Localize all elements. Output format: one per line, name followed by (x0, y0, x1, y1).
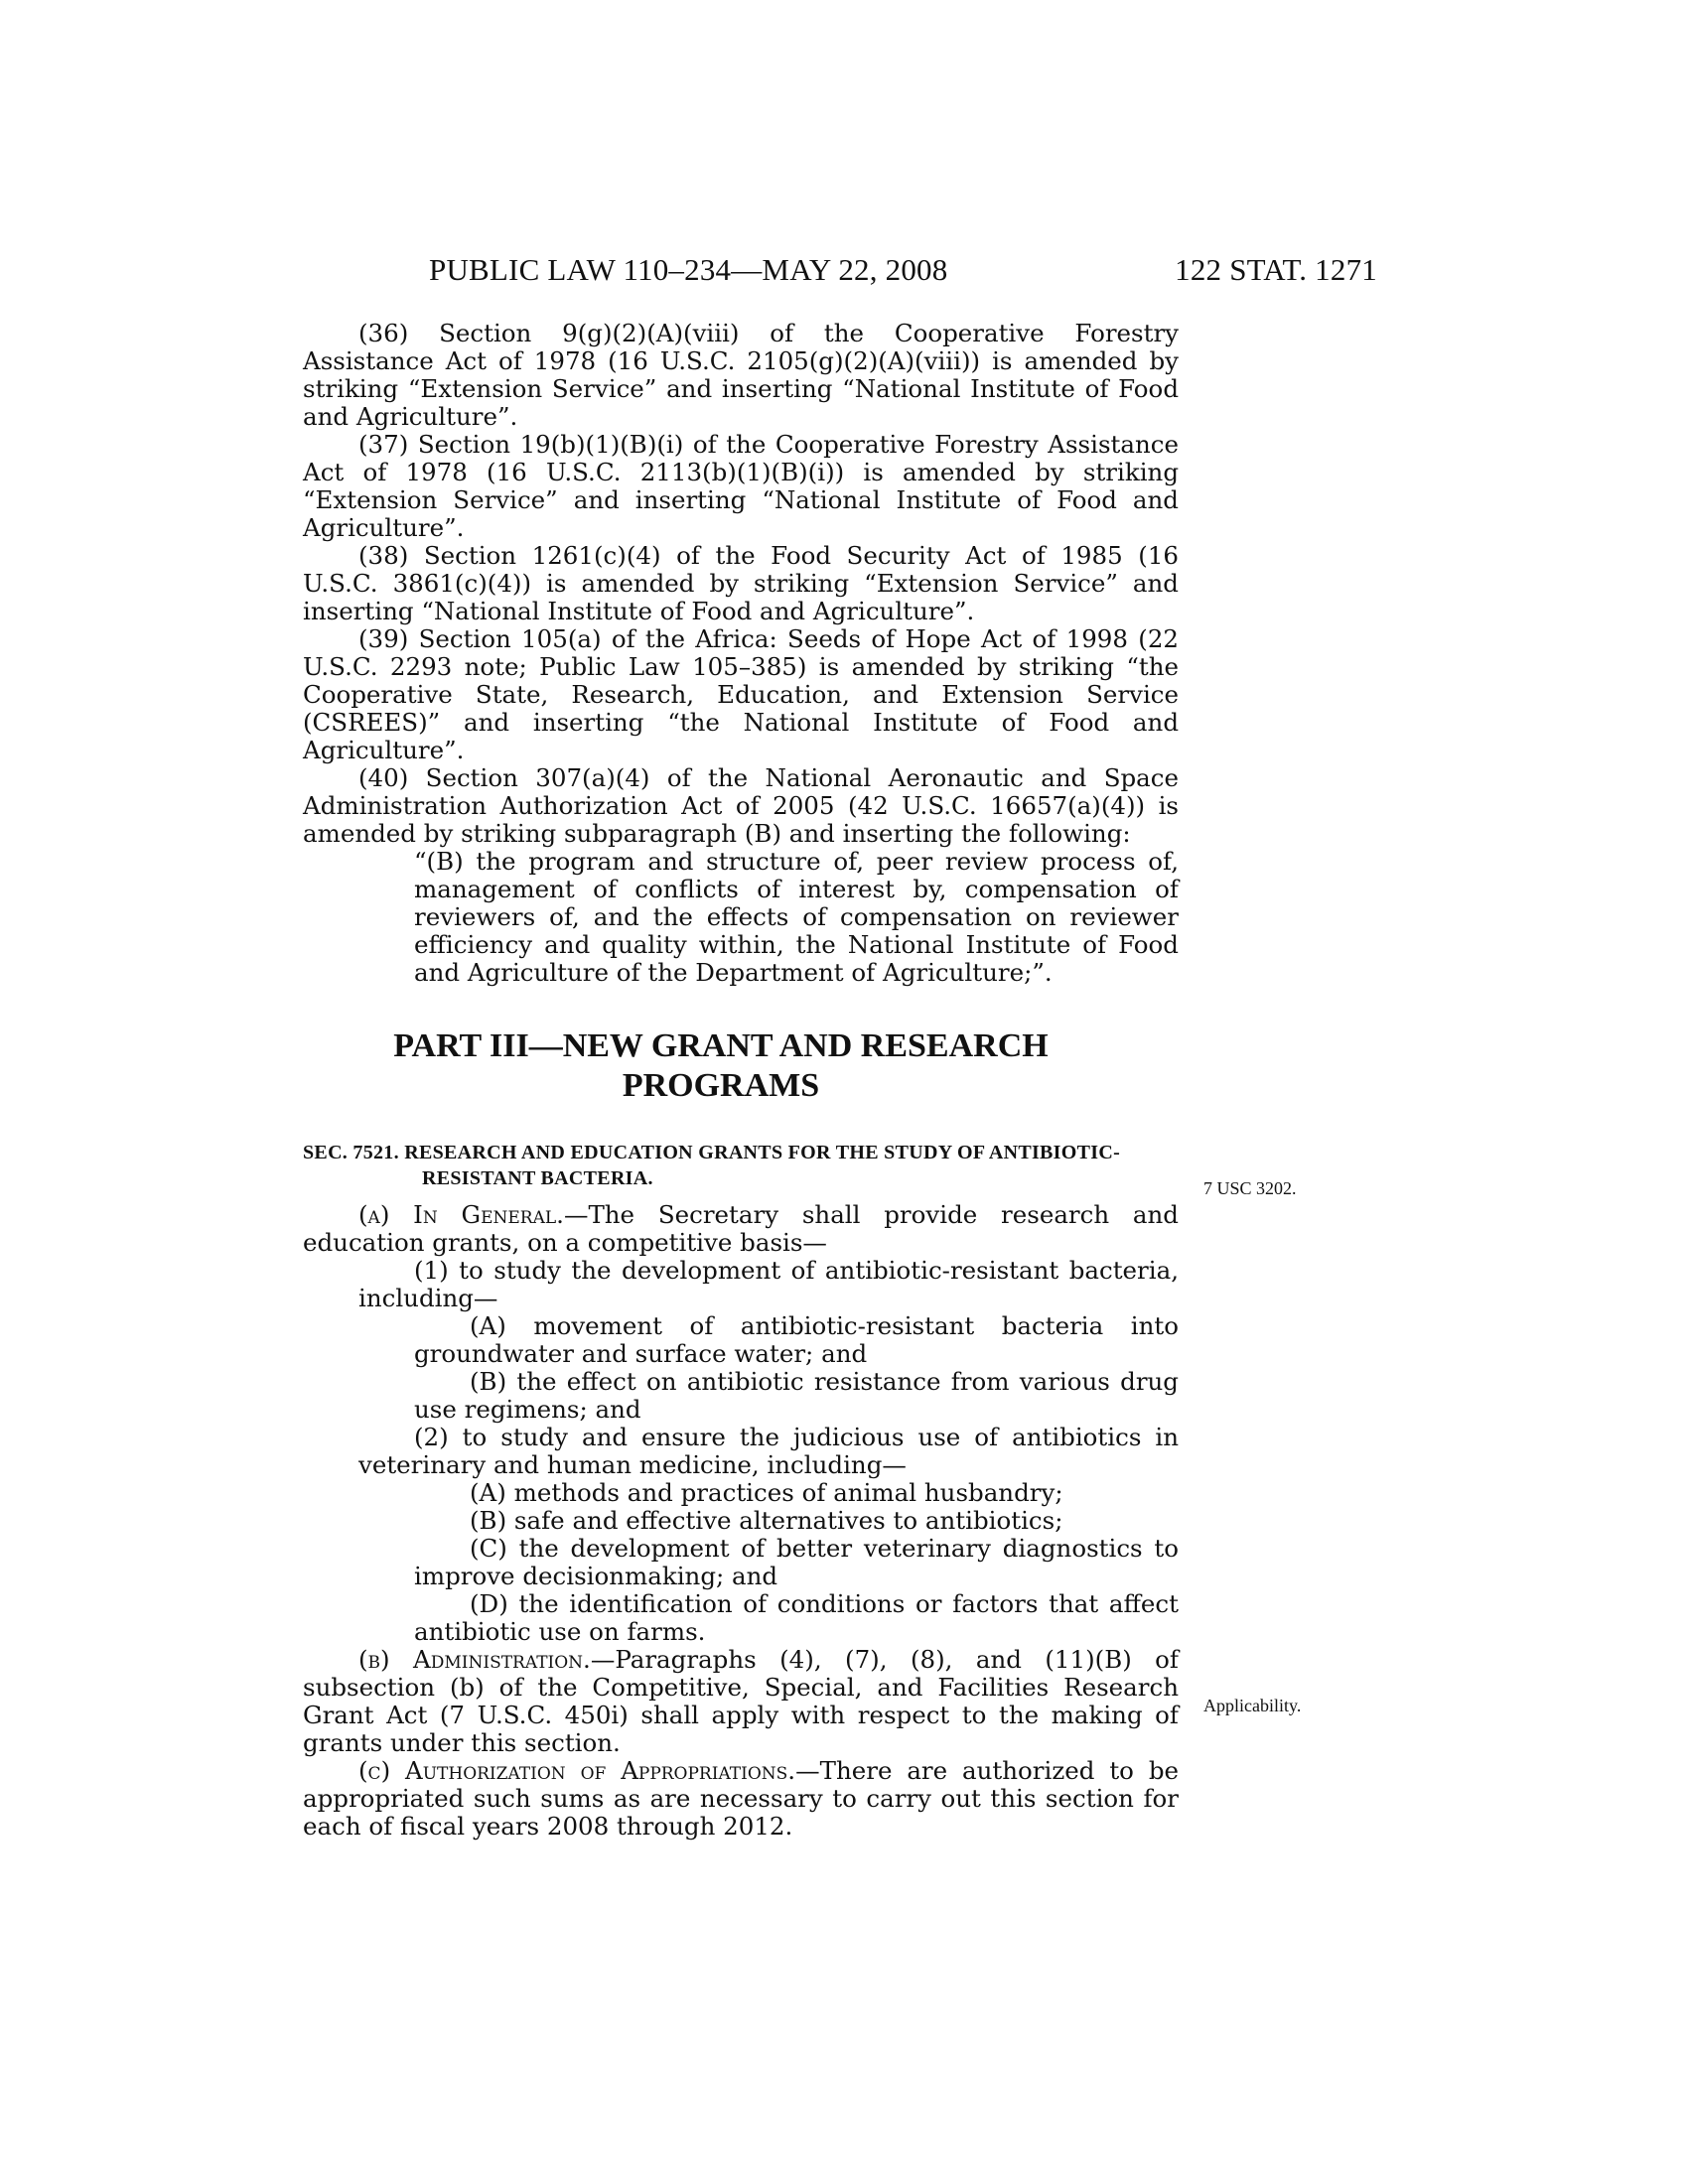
subparagraph-a2D: (D) the identification of conditions or factors that affect antibiotic use on farms. (414, 1589, 1179, 1646)
subsection-c (303, 1757, 1179, 1841)
subparagraph-a1A: (A) movement of antibiotic-resistant bacteria into groundwater and surface water; and (414, 1311, 1179, 1368)
subsection-a (303, 1201, 1179, 1257)
part-heading: PART III—NEW GRANT AND RESEARCH PROGRAMS (393, 1027, 1049, 1104)
paragraph-36: (36) Section 9(g)(2)(A)(viii) of the Cooperative Forestry Assistance Act of 1978 (16 U.S.C. 2105(g)(2)(A)(viii)) is amended by striking “Extension Service” and inserting “National Institute of Food and Agriculture”. (303, 319, 1179, 431)
paragraph-40: (40) Section 307(a)(4) of the National Aeronautic and Space Administration Authorization Act of 2005 (42 U.S.C. 16657(a)(4)) is amended by striking subparagraph (B) and inserting the following: (303, 763, 1179, 848)
subsection-b (303, 1646, 1179, 1757)
paragraph-37: (37) Section 19(b)(1)(B)(i) of the Cooperative Forestry Assistance Act of 1978 (16 U.S.C. 2113(b)(1)(B)(i)) is amended by striking “Extension Service” and inserting “National Institute of Food and Agriculture”. (303, 430, 1179, 542)
subsection-a-lead: (a) In General. (358, 1200, 564, 1229)
paragraph-38: (38) Section 1261(c)(4) of the Food Security Act of 1985 (16 U.S.C. 3861(c)(4)) is amended by striking “Extension Service” and inserting “National Institute of Food and Agriculture”. (303, 541, 1179, 625)
margin-note-usc: 7 USC 3202. (1203, 1178, 1297, 1198)
subsection-c-lead: (c) Authorization of Appropriations. (358, 1756, 796, 1785)
header-title: PUBLIC LAW 110–234—MAY 22, 2008 (429, 252, 948, 287)
section-heading: SEC. 7521. RESEARCH AND EDUCATION GRANTS FOR THE STUDY OF ANTIBIOTIC-RESISTANT BACTERIA. (303, 1142, 1121, 1189)
header-stat-citation: 122 STAT. 1271 (1175, 252, 1377, 287)
paragraph-39: (39) Section 105(a) of the Africa: Seeds of Hope Act of 1998 (22 U.S.C. 2293 note; Public Law 105–385) is amended by striking “the Cooperative State, Research, Education, and Extension Service (CSREES)” and inserting “the National Institute of Food and Agriculture”. (303, 624, 1179, 764)
subsection-c-text: —There are authorized to be appropriated such sums as are necessary to carry out this section for each of fiscal years 2008 through 2012. (303, 1756, 1179, 1841)
subparagraph-a2A: (A) methods and practices of animal husbandry; (470, 1478, 1063, 1507)
subparagraph-a1B: (B) the effect on antibiotic resistance from various drug use regimens; and (414, 1367, 1179, 1424)
running-head (429, 250, 1377, 290)
subparagraph-a2B: (B) safe and effective alternatives to antibiotics; (470, 1506, 1063, 1535)
text-column (303, 320, 1179, 1841)
margin-note-applicability: Applicability. (1203, 1696, 1302, 1715)
paragraph-40-quoted-text: “(B) the program and structure of, peer review process of, management of conflicts of interest by, compensation of reviewers of, and the effects of compensation on reviewer efficiency and quality within, the National Institute of Food and Agriculture of the Department of Agriculture;”. (414, 847, 1179, 987)
paragraph-a2: (2) to study and ensure the judicious use of antibiotics in veterinary and human medicine, including— (358, 1423, 1179, 1479)
subsection-b-lead: (b) Administration. (358, 1645, 591, 1674)
subsection-a-text: —The Secretary shall provide research and education grants, on a competitive basis— (303, 1200, 1179, 1257)
paragraph-a1: (1) to study the development of antibiotic-resistant bacteria, including— (358, 1256, 1179, 1312)
subsection-b-text: —Paragraphs (4), (7), (8), and (11)(B) of subsection (b) of the Competitive, Special, and Facilities Research Grant Act (7 U.S.C. 450i) shall apply with respect to the making of grants under this section. (303, 1645, 1179, 1757)
subparagraph-a2C: (C) the development of better veterinary diagnostics to improve decisionmaking; and (414, 1534, 1179, 1590)
